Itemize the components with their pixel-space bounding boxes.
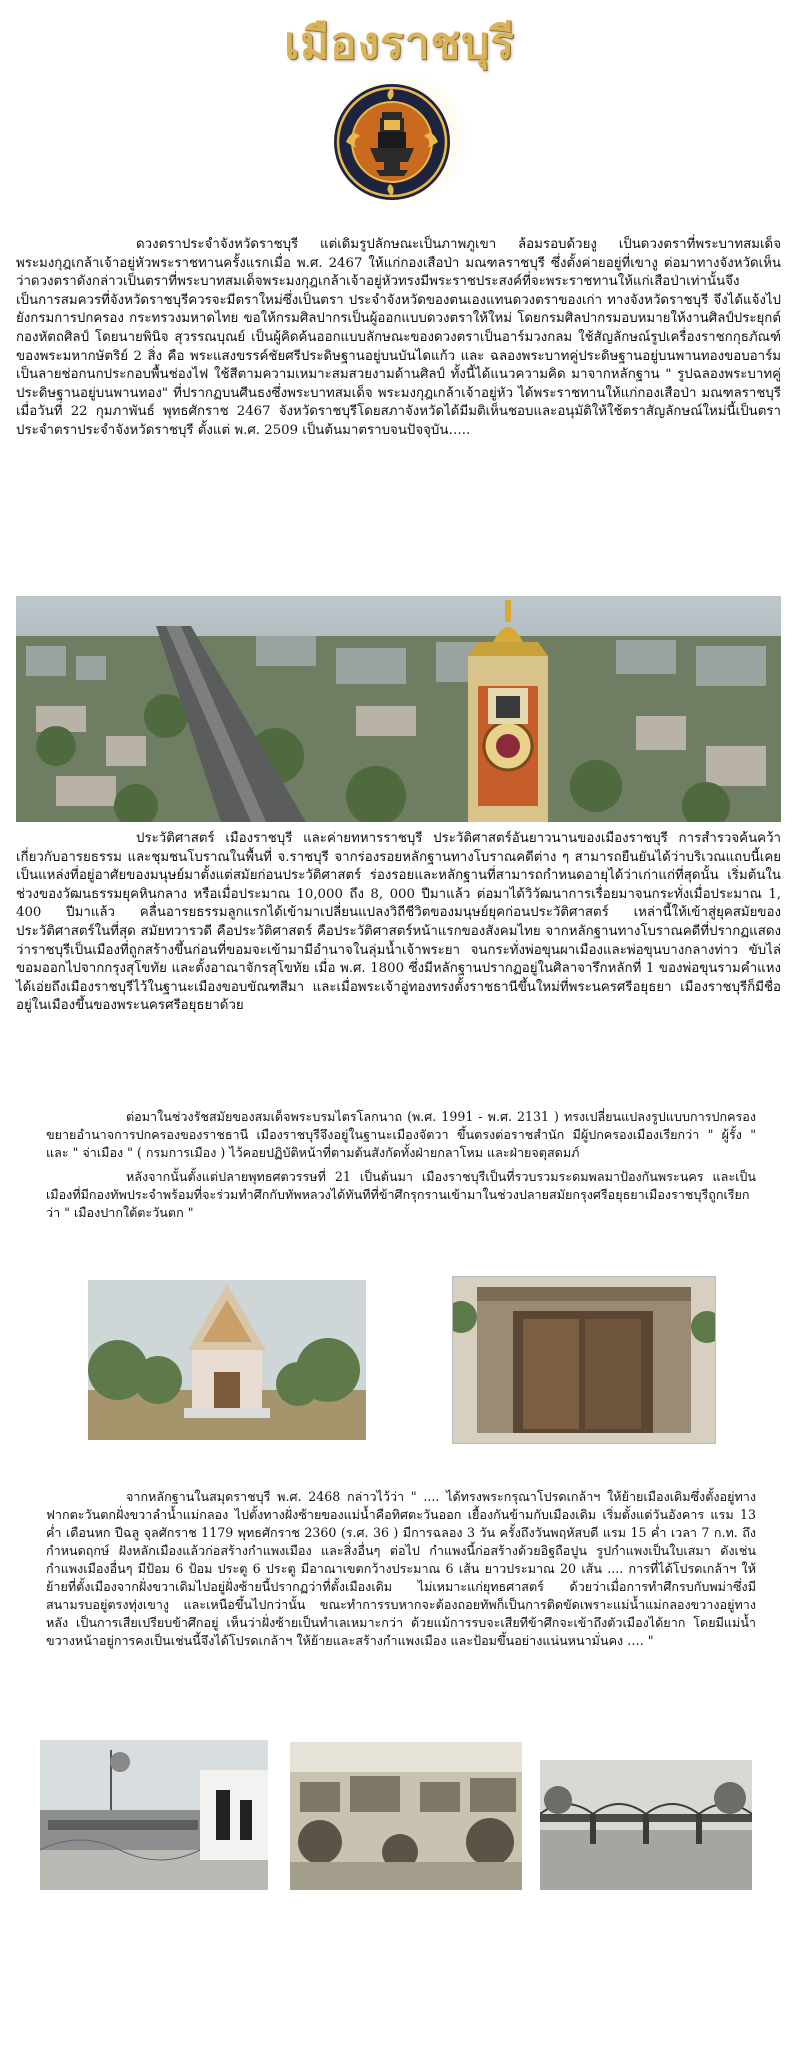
historic-building-photo (40, 1740, 268, 1890)
historic-town-photo (290, 1742, 522, 1890)
prehistory-paragraph: ประวัติศาสตร์ เมืองราชบุรี และค่ายทหารราชบุรี ประวัติศาสตร์อันยาวนานของเมืองราชบุรี การสำรวจค้นคว้าเกี่ยวกับอารยธรรม และชุมชนโบราณในพื้นที่ จ.ราชบุรี จากร่องรอยหลักฐานทางโบราณคดีต่าง ๆ สามารถยืนยันได้ว่าบริเวณแถบนี้เคยเป็นแหล่งที่อยู่อาศัยของมนุษย์มาตั้งแต่สมัยก่อนประวัติศาสตร์ ร่องรอยและหลักฐานที่สามารถกำหนดอายุได้ว่าเก่าแก่ที่สุดนั้น เริ่มต้นในช่วงของวัฒนธรรมยุคหินกลาง หรือเมื่อประมาณ 10,000 ถึง 8, 000 ปีมาแล้ว ต่อมาได้วิวัฒนาการเรื่อยมาจนกระทั่งเมื่อประมาณ 1, 400 ปีมาแล้ว คลื่นอารยธรรมลูกแรกได้เข้ามาเปลี่ยนแปลงวิถีชีวิตของมนุษย์ยุคก่อนประวัติศาสตร์ เหล่านี้ให้เข้าสู่ยุคสมัยของประวัติศาสตร์ในที่สุด สมัยทวารวดี คือประวัติศาสตร์ คือประวัติศาสตร์หน้าแรกของสังคมไทย จากหลักฐานทางโบราณคดีที่ปรากฏแสดงว่าราชบุรีเป็นเมืองที่ถูกสร้างขึ้นก่อนที่ขอมจะเข้ามามีอำนาจในลุ่มน้ำเจ้าพระยา จนกระทั่งพ่อขุนผาเมืองและพ่อขุนบางกลางท่าว ขับไล่ขอมออกไปจากกรุงสุโขทัย และตั้งอาณาจักรสุโขทัย เมื่อ พ.ศ. 1800 ซึ่งมีหลักฐานปรากฏอยู่ในศิลาจารึกหลักที่ 1 ของพ่อขุนรามคำแหงได้เอ่ยถึงเมืองราชบุรีไว้ในฐานะเมืองขอบขัณฑสีมา และเมื่อพระเจ้าอู่ทองทรงตั้งราชธานีขึ้นใหม่ที่พระนครศรีอยุธยา เมืองราชบุรีก็มีชื่ออยู่ในเมืองขึ้นของพระนครศรีอยุธยาด้วย (16, 831, 781, 1014)
old-wooden-gate-photo (452, 1276, 716, 1444)
ratchaburi-provincial-seal-icon (332, 82, 452, 202)
ayutthaya-paragraph: ต่อมาในช่วงรัชสมัยของสมเด็จพระบรมไตรโลกนาถ (พ.ศ. 1991 - พ.ศ. 2131 ) ทรงเปลี่ยนแปลงรูปแบบการปกครองขยายอำนาจการปกครองของราชธานี เมืองราชบุรีจึงอยู่ในฐานะเมืองจัตวา ขึ้นตรงต่อราชสำนัก มีผู้ปกครองเมืองเรียกว่า " ผู้รั้ง " และ " จ่าเมือง " ( กรมการเมือง ) ไว้คอยปฏิบัติหน้าที่ตามต้นสังกัดทั้งฝ่ายกลาโหม และฝ่ายจตุสดมภ์ (46, 1109, 756, 1160)
page-title: เมืองราชบุรี (284, 18, 515, 69)
late-ayutthaya-paragraph: หลังจากนั้นตั้งแต่ปลายพุทธศตวรรษที่ 21 เป็นต้นมา เมืองราชบุรีเป็นที่รวบรวมระดมพลมาป้องกันพระนคร และเป็นเมืองที่มีกองทัพประจำพร้อมที่จะร่วมทำศึกกับทัพหลวงได้ทันทีที่ข้าศึกรุกรานเข้ามาในช่วงปลายสมัยกรุงศรีอยุธยาเมืองราชบุรีถูกเรียกว่า " เมืองปากใต้ตะวันตก " (46, 1169, 756, 1220)
seal-history-paragraph: ดวงตราประจำจังหวัดราชบุรี แต่เดิมรูปลักษณะเป็นภาพภูเขา ล้อมรอบด้วยงู เป็นดวงตราที่พระบาทสมเด็จพระมงกุฎเกล้าเจ้าอยู่หัวพระราชทานครั้งแรกเมื่อ พ.ศ. 2467 ให้แก่กองเสือป่า มณฑลราชบุรี ซึ่งตั้งค่ายอยู่ที่เขางู ต่อมาทางจังหวัดเห็นว่าดวงตราดังกล่าวเป็นตราที่พระบาทสมเด็จพระมงกุฎเกล้าเจ้าอยู่หัวทรงมีพระราชประสงค์ที่จะพระราชทานให้แก่เสือป่าเท่านั้นจึงเป็นการสมควรที่จังหวัดราชบุรีควรจะมีตราใหม่ซึ่งเป็นตรา ประจำจังหวัดของตนเองแทนดวงตราของเก่า ทางจังหวัดราชบุรี จึงได้แจ้งไปยังกรมการปกครอง กระทรวงมหาดไทย ขอให้กรมศิลปากรเป็นผู้ออกแบบดวงตราให้ใหม่ โดยกรมศิลปากรมอบหมายให้งานศิลป์ประยุกต์ กองหัตถศิลป์ โดยนายพินิจ สุวรรณบุณย์ เป็นผู้คิดค้นออกแบบลักษณะของดวงตราเป็นอาร์มวงกลม ใช้สัญลักษณ์รูปเครื่องราชกกุธภัณฑ์ของพระมหากษัตริย์ 2 สิ่ง คือ พระแสงขรรค์ชัยศรีประดิษฐานอยู่บนบันไดแก้ว และ ฉลองพระบาทคู่ประดิษฐานอยู่บนพานทองขอบอาร์มเป็นลายช่อกนกประกอบพื้นช่องไฟ ใช้สีตามความเหมาะสมสวยงามด้านศิลป์ ทั้งนี้ได้แนวความคิด มาจากหลักฐาน " รูปฉลองพระบาทคู่ประดิษฐานอยู่บนพานทอง" ที่ปรากฏบนศีนธงซึ่งพระบาทสมเด็จ พระมงกุฎเกล้าเจ้าอยู่หัว ได้พระราชทานให้แก่กองเสือป่า มณฑลราชบุรี เมื่อวันที่ 22 กุมภาพันธ์ พุทธศักราช 2467 จังหวัดราชบุรีโดยสภาจังหวัดได้มีมติเห็นชอบและอนุมัติให้ใช้ตราสัญลักษณ์ใหม่นี้เป็นตราประจำตราประจำจังหวัดราชบุรี ตั้งแต่ พ.ศ. 2509 เป็นต้นมาตราบจนปัจจุบัน….. (16, 237, 781, 438)
city-gate-photo (88, 1280, 366, 1440)
city-aerial-clock-tower-photo (16, 596, 781, 822)
historic-river-bridge-photo (540, 1760, 752, 1890)
chronicle-paragraph: จากหลักฐานในสมุดราชบุรี พ.ศ. 2468 กล่าวไว้ว่า " .... ได้ทรงพระกรุณาโปรดเกล้าฯ ให้ย้ายเมืองเดิมซึ่งตั้งอยู่ทางฟากตะวันตกฝั่งขวาลำน้ำแม่กลอง ไปตั้งทางฝั่งซ้ายของแม่น้ำคือทิศตะวันออก เยื้องกันข้ามกับเมืองเดิม เริ่มตั้งแต่วันอังคาร แรม 13 ค่ำ เดือนหก ปีฉลู จุลศักราช 1179 พุทธศักราช 2360 (ร.ศ. 36 ) มีการฉลอง 3 วัน ครั้งถึงวันพฤหัสบดี แรม 15 ค่ำ เวลา 7 ก.ท. ถึงกำหนดฤกษ์ ฝังหลักเมืองแล้วก่อสร้างกำแพงเมือง และสิ่งอื่นๆ ต่อไป กำแพงนี้ก่อสร้างด้วยอิฐถือปูน รูปกำแพงเป็นใบเสมา ดังเช่นกำแพงเมืองอื่นๆ มีป้อม 6 ป้อม ประตู 6 ประตู มีอาณาเขตกว้างประมาณ 6 เส้น ยาวประมาณ 20 เส้น .... การที่ได้โปรดเกล้าฯ ให้ย้ายที่ตั้งเมืองจากฝั่งขวาเดิมไปอยู่ฝั่งซ้ายนี้ปรากฏว่าที่ตั้งเมืองเดิม ไม่เหมาะแก่ยุทธศาสตร์ ด้วยว่าเมื่อการทำศึกรบกับพม่าซึ่งมีสนามรบอยู่ตรงทุ่งเขางู และเหนือขึ้นไปกว่านั้น ขณะทำการรบหากจะต้องถอยทัพก็เป็นการติดขัดเพราะแม่น้ำแม่กลองขวางอยู่ทางหลัง เป็นการเสียเปรียบข้าศึกอยู่ เห็นว่าฝั่งซ้ายเป็นทำเลเหมาะกว่า ด้วยแม้การรบจะเสียทีข้าศึกจะเข้าถึงตัวเมืองได้ยาก โดยมีแม่น้ำขวางหน้าอยู่การคงเป็นเช่นนี้จึงได้โปรดเกล้าฯ ให้ย้ายและสร้างกำแพงเมือง และป้อมขึ้นอย่างแน่นหนามั่นคง …. " (46, 1489, 756, 1648)
